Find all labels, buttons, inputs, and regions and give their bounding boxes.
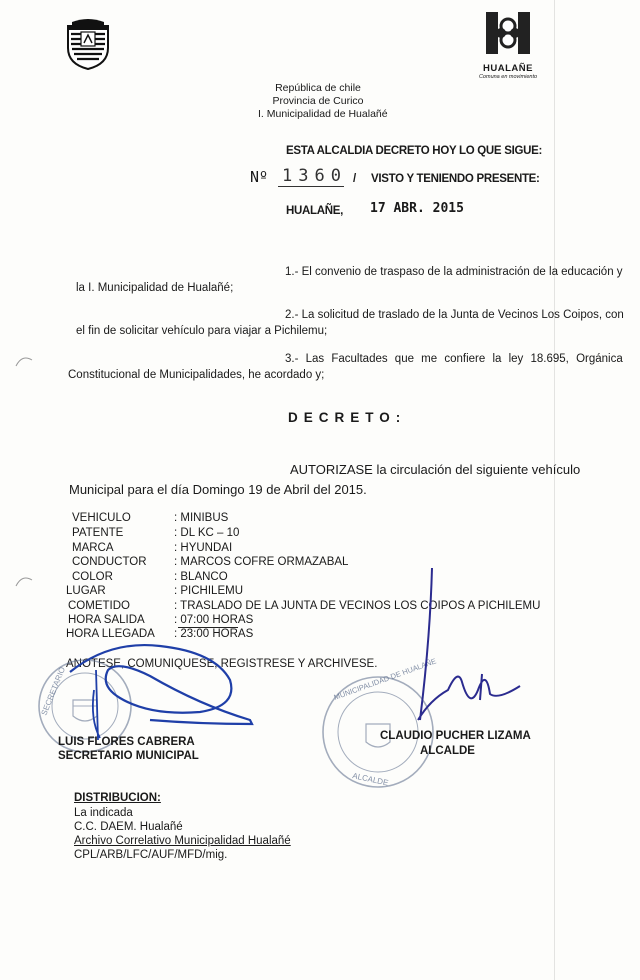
vehicle-value: : DL KC – 10 xyxy=(174,527,240,539)
vehicle-key: HORA SALIDA xyxy=(68,614,145,626)
secretary-name: LUIS FLORES CABRERA xyxy=(58,736,195,748)
vehicle-value: : HYUNDAI xyxy=(174,542,233,554)
right-stamp-top-text: MUNICIPALIDAD DE HUALAÑE xyxy=(332,656,438,702)
vehicle-key: HORA LLEGADA xyxy=(66,628,155,640)
consideration-3-line2: Constitucional de Municipalidades, he acordado y; xyxy=(68,369,325,381)
hualane-logo-icon xyxy=(478,10,538,56)
distribution-item: Archivo Correlativo Municipalidad Hualañé xyxy=(74,835,291,847)
vehicle-value: : 07:00 HORAS xyxy=(174,614,254,626)
decree-heading: ESTA ALCALDIA DECRETO HOY LO QUE SIGUE: xyxy=(286,145,543,157)
mayor-title: ALCALDE xyxy=(420,745,475,757)
page-fold-line xyxy=(554,0,555,980)
decree-number-separator: / xyxy=(353,173,357,185)
vehicle-key: COMETIDO xyxy=(68,600,130,612)
hualane-logo xyxy=(478,10,538,80)
vehicle-value: : TRASLADO DE LA JUNTA DE VECINOS LOS COIPOS A PICHILEMU xyxy=(174,600,541,612)
mayor-signature-icon xyxy=(418,568,520,720)
vehicle-key: CONDUCTOR xyxy=(72,556,147,568)
secretary-signature-stroke xyxy=(93,670,100,740)
vehicle-key: VEHICULO xyxy=(72,512,131,524)
mayor-name: CLAUDIO PUCHER LIZAMA xyxy=(380,730,531,742)
hora-salida-underline xyxy=(178,627,238,628)
consideration-1-line2: la I. Municipalidad de Hualañé; xyxy=(76,282,234,294)
punch-mark-icon xyxy=(14,352,34,372)
visto-heading: VISTO Y TENIENDO PRESENTE: xyxy=(371,173,540,185)
left-stamp-text: SECRETARIO xyxy=(39,665,68,717)
punch-mark-icon xyxy=(14,572,34,592)
consideration-3-line1: 3.- Las Facultades que me confiere la ley 18.695, Orgánica xyxy=(285,353,623,365)
vehicle-key: COLOR xyxy=(72,571,113,583)
secretary-title: SECRETARIO MUNICIPAL xyxy=(58,750,199,762)
vehicle-value: : 23:00 HORAS xyxy=(174,628,254,640)
logo-tagline: Comuna en movimiento xyxy=(478,74,538,80)
municipal-crest-icon xyxy=(64,18,112,70)
consideration-2-line2: el fin de solicitar vehículo para viajar a Pichilemu; xyxy=(76,325,328,337)
distribution-heading: DISTRIBUCION: xyxy=(74,792,161,804)
right-stamp-bottom-text: ALCALDE xyxy=(351,771,390,788)
vehicle-key: MARCA xyxy=(72,542,114,554)
vehicle-key: PATENTE xyxy=(72,527,124,539)
header-line-municipality: I. Municipalidad de Hualañé xyxy=(258,108,388,120)
vehicle-value: : BLANCO xyxy=(174,571,228,583)
distribution-item: C.C. DAEM. Hualañé xyxy=(74,821,183,833)
decree-place: HUALAÑE, xyxy=(286,205,344,217)
decreto-title: DECRETO: xyxy=(288,410,407,425)
header-block xyxy=(258,82,388,121)
distribution-item: La indicada xyxy=(74,807,133,819)
header-line-province: Provincia de Curico xyxy=(272,95,364,107)
distribution-item: CPL/ARB/LFC/AUF/MFD/mig. xyxy=(74,849,228,861)
vehicle-value: : MINIBUS xyxy=(174,512,229,524)
vehicle-value: : MARCOS COFRE ORMAZABAL xyxy=(174,556,349,568)
logo-title: HUALAÑE xyxy=(483,63,533,74)
vehicle-key: LUGAR xyxy=(66,585,106,597)
decree-number-value: 1360 xyxy=(282,166,347,186)
vehicle-value: : PICHILEMU xyxy=(174,585,244,597)
consideration-2-line1: 2.- La solicitud de traslado de la Junta de Vecinos Los Coipos, con xyxy=(285,309,624,321)
decree-number-prefix: Nº xyxy=(250,168,269,186)
header-line-country: República de chile xyxy=(275,82,361,94)
consideration-1-line1: 1.- El convenio de traspaso de la administración de la educación y xyxy=(285,266,623,278)
closing-statement: ANOTESE, COMUNIQUESE, REGISTRESE Y ARCHIVESE. xyxy=(66,658,378,670)
authorization-line1: AUTORIZASE la circulación del siguiente vehículo xyxy=(290,462,581,477)
decree-number-underline xyxy=(278,186,344,187)
authorization-line2: Municipal para el día Domingo 19 de Abril del 2015. xyxy=(69,482,367,497)
decree-date-stamp: 17 ABR. 2015 xyxy=(370,201,464,216)
